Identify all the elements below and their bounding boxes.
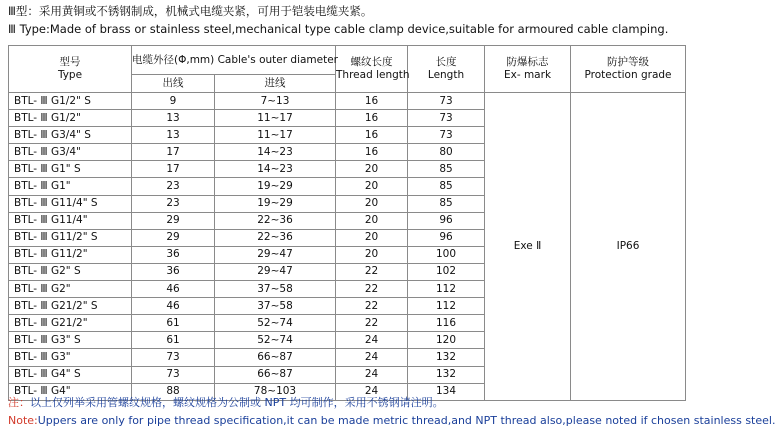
cell-length: 96 xyxy=(408,212,485,229)
cell-outlet: 29 xyxy=(132,229,215,246)
cell-thread-length: 16 xyxy=(336,93,408,110)
cell-thread-length: 22 xyxy=(336,263,408,280)
cell-inlet: 37~58 xyxy=(215,298,336,315)
cell-thread-length: 22 xyxy=(336,298,408,315)
spec-table xyxy=(8,45,686,401)
cell-thread-length: 16 xyxy=(336,110,408,127)
cell-inlet: 29~47 xyxy=(215,263,336,280)
cell-inlet: 37~58 xyxy=(215,281,336,298)
cell-type: BTL- Ⅲ G3" S xyxy=(9,332,132,349)
cell-outlet: 13 xyxy=(132,127,215,144)
cell-length: 80 xyxy=(408,144,485,161)
cell-inlet: 29~47 xyxy=(215,246,336,263)
cell-outlet: 73 xyxy=(132,349,215,366)
cell-type: BTL- Ⅲ G3" xyxy=(9,349,132,366)
cell-type: BTL- Ⅲ G1/2" xyxy=(9,110,132,127)
cell-type: BTL- Ⅲ G1" xyxy=(9,178,132,195)
col-header-outlet: 出线 xyxy=(132,75,215,93)
note-cn xyxy=(8,395,444,411)
cell-outlet: 61 xyxy=(132,315,215,332)
cell-type: BTL- Ⅲ G21/2" xyxy=(9,315,132,332)
cell-length: 96 xyxy=(408,229,485,246)
cell-thread-length: 24 xyxy=(336,332,408,349)
cell-length: 85 xyxy=(408,195,485,212)
cell-length: 85 xyxy=(408,178,485,195)
cell-outlet: 9 xyxy=(132,93,215,110)
cell-length: 73 xyxy=(408,93,485,110)
cell-protection-grade: IP66 xyxy=(571,93,686,401)
cell-inlet: 66~87 xyxy=(215,366,336,383)
cell-outlet: 73 xyxy=(132,366,215,383)
cell-ex-mark: Exe Ⅱ xyxy=(485,93,571,401)
cell-inlet: 19~29 xyxy=(215,178,336,195)
note-cn-text: 以上仅列举采用管螺纹规格，螺纹规格为公制或 NPT 均可制作，采用不锈钢请注明。 xyxy=(30,396,444,409)
cell-thread-length: 16 xyxy=(336,127,408,144)
cell-type: BTL- Ⅲ G11/2" S xyxy=(9,229,132,246)
cell-length: 134 xyxy=(408,383,485,400)
cell-inlet: 19~29 xyxy=(215,195,336,212)
cell-type: BTL- Ⅲ G11/4" S xyxy=(9,195,132,212)
cell-thread-length: 20 xyxy=(336,229,408,246)
cell-outlet: 17 xyxy=(132,144,215,161)
cell-thread-length: 20 xyxy=(336,161,408,178)
cell-thread-length: 24 xyxy=(336,383,408,400)
note-cn-label: 注： xyxy=(8,396,30,409)
cell-type: BTL- Ⅲ G11/4" xyxy=(9,212,132,229)
col-header-type: 型号 Type xyxy=(9,46,132,93)
cell-outlet: 17 xyxy=(132,161,215,178)
cell-type: BTL- Ⅲ G11/2" xyxy=(9,246,132,263)
cell-length: 112 xyxy=(408,298,485,315)
cell-outlet: 61 xyxy=(132,332,215,349)
cell-length: 132 xyxy=(408,349,485,366)
cell-outlet: 46 xyxy=(132,298,215,315)
cell-type: BTL- Ⅲ G2" S xyxy=(9,263,132,280)
cell-outlet: 36 xyxy=(132,263,215,280)
cell-type: BTL- Ⅲ G4" S xyxy=(9,366,132,383)
cell-outlet: 23 xyxy=(132,195,215,212)
cell-inlet: 22~36 xyxy=(215,229,336,246)
table-row xyxy=(9,93,686,110)
cell-thread-length: 24 xyxy=(336,366,408,383)
cell-inlet: 52~74 xyxy=(215,315,336,332)
cell-inlet: 78~103 xyxy=(215,383,336,400)
cell-length: 120 xyxy=(408,332,485,349)
cell-thread-length: 16 xyxy=(336,144,408,161)
cell-thread-length: 20 xyxy=(336,178,408,195)
cell-inlet: 22~36 xyxy=(215,212,336,229)
cell-outlet: 29 xyxy=(132,212,215,229)
cell-thread-length: 20 xyxy=(336,246,408,263)
cell-thread-length: 24 xyxy=(336,349,408,366)
cell-outlet: 46 xyxy=(132,281,215,298)
cell-length: 102 xyxy=(408,263,485,280)
cell-inlet: 66~87 xyxy=(215,349,336,366)
cell-outlet: 36 xyxy=(132,246,215,263)
col-header-thread-length: 螺纹长度 Thread length xyxy=(336,46,408,93)
cell-length: 73 xyxy=(408,110,485,127)
cell-type: BTL- Ⅲ G2" xyxy=(9,281,132,298)
cell-length: 100 xyxy=(408,246,485,263)
cell-length: 132 xyxy=(408,366,485,383)
col-header-ex-mark: 防爆标志 Ex- mark xyxy=(485,46,571,93)
cell-inlet: 7~13 xyxy=(215,93,336,110)
cell-length: 73 xyxy=(408,127,485,144)
cell-inlet: 11~17 xyxy=(215,127,336,144)
cell-inlet: 52~74 xyxy=(215,332,336,349)
cell-type: BTL- Ⅲ G4" xyxy=(9,383,132,400)
cell-outlet: 88 xyxy=(132,383,215,400)
col-header-length: 长度 Length xyxy=(408,46,485,93)
cell-thread-length: 22 xyxy=(336,315,408,332)
cell-thread-length: 20 xyxy=(336,195,408,212)
cell-type: BTL- Ⅲ G3/4" xyxy=(9,144,132,161)
cell-outlet: 23 xyxy=(132,178,215,195)
note-en xyxy=(8,413,775,429)
header-en: Ⅲ Type:Made of brass or stainless steel,mechanical type cable clamp device,suitable for armoured cable clamping. xyxy=(8,22,669,36)
header-cn: Ⅲ型：采用黄铜或不锈钢制成，机械式电缆夹紧，可用于铠装电缆夹紧。 xyxy=(8,4,373,18)
cell-type: BTL- Ⅲ G1" S xyxy=(9,161,132,178)
cell-type: BTL- Ⅲ G21/2" S xyxy=(9,298,132,315)
cell-type: BTL- Ⅲ G3/4" S xyxy=(9,127,132,144)
note-en-label: Note: xyxy=(8,414,38,427)
cell-inlet: 14~23 xyxy=(215,144,336,161)
cell-thread-length: 22 xyxy=(336,281,408,298)
col-header-diameter: 电缆外径(Φ,mm) Cable's outer diameter xyxy=(132,46,336,75)
cell-length: 116 xyxy=(408,315,485,332)
cell-inlet: 11~17 xyxy=(215,110,336,127)
col-header-inlet: 进线 xyxy=(215,75,336,93)
cell-type: BTL- Ⅲ G1/2" S xyxy=(9,93,132,110)
cell-length: 85 xyxy=(408,161,485,178)
cell-length: 112 xyxy=(408,281,485,298)
cell-outlet: 13 xyxy=(132,110,215,127)
cell-inlet: 14~23 xyxy=(215,161,336,178)
cell-thread-length: 20 xyxy=(336,212,408,229)
col-header-protection-grade: 防护等级 Protection grade xyxy=(571,46,686,93)
note-en-text: Uppers are only for pipe thread specification,it can be made metric thread,and NPT thread also,please noted if chosen stainless steel. xyxy=(37,414,775,427)
